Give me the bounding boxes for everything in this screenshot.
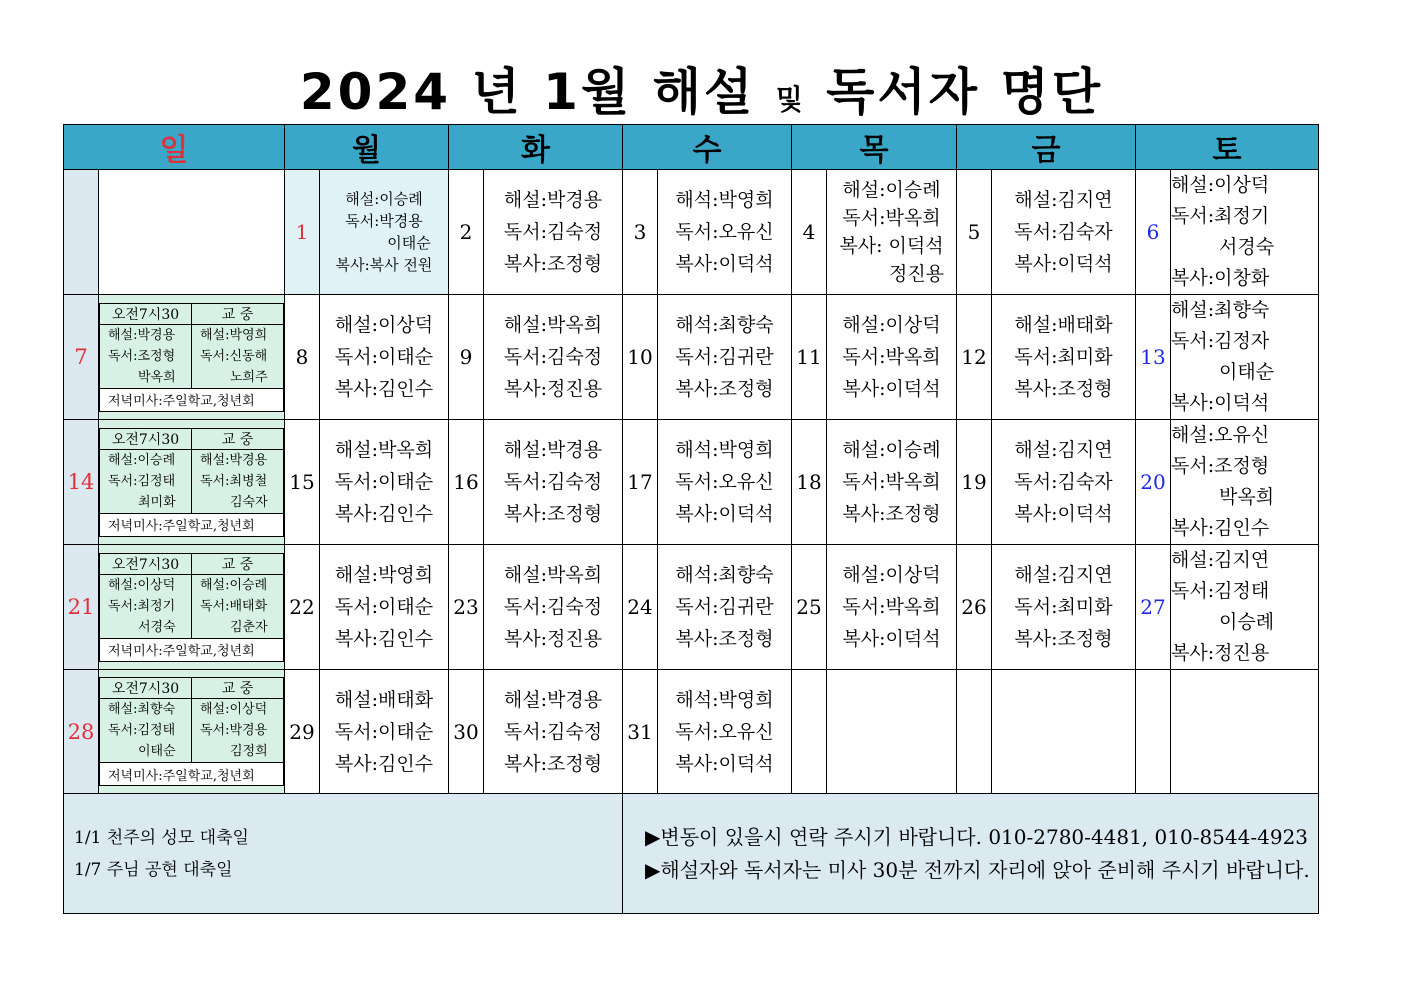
sunday-right: [192, 574, 284, 638]
week-row: [64, 420, 1319, 545]
day-num: 21: [64, 545, 99, 670]
evening-mass-label: 저녁미사:주일학교,청년회: [100, 388, 284, 411]
cell-line: 복사:김인수: [334, 378, 434, 400]
cell-line: 정진용: [888, 263, 945, 285]
cell-line: 복사:이덕석: [1014, 253, 1113, 275]
week-row: [64, 170, 1319, 295]
day-cell: [484, 420, 623, 545]
cell-line: 이태순: [387, 234, 431, 252]
cell-line: 독서:박옥희: [842, 207, 941, 229]
cell-line: 해설:박경용: [108, 327, 176, 343]
day-num: 29: [285, 670, 320, 794]
cell-line: 독서:김정태: [108, 473, 176, 489]
cell-line: 이태순: [138, 744, 176, 759]
sunday-box: [99, 677, 284, 786]
cell-line: 최미화: [138, 494, 176, 510]
cell-line: 서경숙: [138, 619, 176, 635]
cell-line: 해설:이상덕: [1171, 174, 1270, 196]
day-num: 16: [449, 420, 484, 545]
schedule-table: [63, 124, 1319, 914]
feast-note: 1/1 천주의 성모 대축일: [74, 827, 249, 848]
cell-line: 복사:이덕석: [675, 503, 774, 525]
day-num: 7: [64, 295, 99, 420]
day-cell: [827, 295, 957, 420]
header-wed: 수: [623, 125, 792, 170]
day-cell: [827, 545, 957, 670]
cell-line: 복사:이덕석: [1014, 503, 1113, 525]
cell-line: 독서:박경용: [345, 212, 423, 230]
cell-line: 독서:최미화: [1014, 346, 1113, 368]
day-num: 8: [285, 295, 320, 420]
cell-line: 복사:김인수: [1171, 517, 1270, 539]
header-thu: 목: [792, 125, 957, 170]
cell-line: 복사:복사 전원: [335, 256, 433, 274]
feast-note: 1/7 주님 공현 대축일: [74, 859, 233, 880]
day-num: 19: [957, 420, 992, 545]
cell-line: 복사:김인수: [334, 752, 434, 775]
cell-line: 독서:신동해: [200, 348, 268, 364]
cell-line: 해설:이상덕: [108, 577, 176, 593]
header-fri: 금: [957, 125, 1136, 170]
cell-line: 독서:조정형: [108, 348, 176, 364]
cell-line: 해석:박영희: [675, 189, 774, 211]
cell-line: 해설:박영희: [200, 327, 268, 343]
cell-line: 김춘자: [230, 619, 268, 635]
sunday-box: [99, 553, 284, 662]
cell-line: 김숙자: [230, 494, 268, 510]
cell-line: 복사:이덕석: [842, 628, 941, 650]
day-num: 26: [957, 545, 992, 670]
cell-line: 복사:이덕석: [1171, 392, 1270, 414]
sunday-cell: [99, 670, 285, 794]
week-row: [64, 295, 1319, 420]
page-title: [0, 52, 1403, 124]
cell-line: 복사:정진용: [503, 378, 603, 400]
cell-line: 복사:이창화: [1171, 267, 1270, 289]
day-num: 18: [792, 420, 827, 545]
day-num: 13: [1136, 295, 1171, 420]
day-num: 6: [1136, 170, 1171, 295]
contact-notes: [623, 794, 1319, 914]
cell-line: 독서:최정기: [108, 598, 176, 614]
cell-line: 이태순: [1219, 361, 1275, 383]
cell-line: 독서:김정태: [1171, 580, 1270, 602]
cell-line: 복사:김인수: [334, 628, 434, 650]
day-cell: [827, 420, 957, 545]
day-num: 31: [623, 670, 658, 794]
title-part3: 독서자 명단: [826, 63, 1104, 121]
sunday-right: [192, 699, 284, 763]
cell-line: 복사:조정형: [1014, 378, 1113, 400]
title-part1: 2024 년 1월 해설: [299, 63, 756, 121]
evening-mass-label: 저녁미사:주일학교,청년회: [100, 513, 284, 536]
day-cell: [484, 670, 623, 794]
day-num: 25: [792, 545, 827, 670]
day-num: 30: [449, 670, 484, 794]
cell-line: 해설:이승례: [108, 452, 176, 468]
day-cell: [658, 670, 792, 794]
cell-line: 복사:정진용: [503, 628, 603, 650]
empty-day-cell: [1171, 670, 1319, 794]
cell-line: 독서:김정태: [108, 723, 176, 738]
cell-line: 독서:김숙정: [503, 596, 603, 618]
week-row: [64, 670, 1319, 794]
day-cell: [658, 295, 792, 420]
cell-line: 독서:박경용: [200, 723, 268, 738]
day-num: 20: [1136, 420, 1171, 545]
cell-line: 해설:박옥희: [334, 439, 434, 461]
empty-sun-cell: [99, 170, 285, 295]
cell-line: 해설:이승례: [842, 179, 941, 201]
cell-line: 해설:이승례: [842, 439, 941, 461]
cell-line: 독서:김숙자: [1014, 221, 1113, 243]
cell-line: 독서:김숙정: [503, 720, 603, 743]
cell-line: 복사:조정형: [675, 628, 774, 650]
evening-mass-label: 저녁미사:주일학교,청년회: [100, 763, 284, 786]
cell-line: 복사:조정형: [1014, 628, 1113, 650]
cell-line: 복사:조정형: [503, 253, 603, 275]
cell-line: 복사:정진용: [1171, 642, 1270, 664]
cell-line: 복사: 이덕석: [839, 235, 944, 257]
cell-line: 박옥희: [138, 369, 176, 385]
day-cell: [658, 545, 792, 670]
cell-line: 독서:이태순: [334, 471, 434, 493]
cell-line: 독서:김숙정: [503, 221, 603, 243]
day-cell: [484, 545, 623, 670]
sunday-cell: [99, 420, 285, 545]
evening-mass-label: 저녁미사:주일학교,청년회: [100, 638, 284, 661]
cell-line: 해설:최향숙: [108, 702, 176, 717]
cell-line: 해석:박영희: [675, 688, 774, 711]
day-cell: [1171, 545, 1319, 670]
day-num: 3: [623, 170, 658, 295]
day-cell: [827, 170, 957, 295]
day-cell: [992, 420, 1136, 545]
cell-line: 해설:김지연: [1014, 439, 1113, 461]
cell-line: 독서:이태순: [334, 346, 434, 368]
cell-line: 복사:김인수: [334, 503, 434, 525]
reminder-note: ▶해설자와 독서자는 미사 30분 전까지 자리에 앉아 준비해 주시기 바랍니다.: [645, 857, 1310, 882]
day-cell: [320, 670, 449, 794]
day-cell: [484, 170, 623, 295]
day-cell: [992, 295, 1136, 420]
morning-mass-label: 오전7시30: [100, 553, 192, 574]
gyo-label: 교 중: [192, 428, 284, 449]
day-num: 11: [792, 295, 827, 420]
empty-day-cell: [827, 670, 957, 794]
notes-row: [64, 794, 1319, 914]
empty-sun-num: [64, 170, 99, 295]
day-num: 15: [285, 420, 320, 545]
cell-line: 해설:이상덕: [200, 702, 268, 717]
cell-line: 해설:이상덕: [842, 314, 941, 336]
gyo-label: 교 중: [192, 678, 284, 699]
cell-line: 해설:박경용: [503, 688, 603, 711]
cell-line: 서경숙: [1219, 236, 1275, 258]
day-num: 27: [1136, 545, 1171, 670]
cell-line: 해설:박옥희: [503, 314, 603, 336]
day-num: 5: [957, 170, 992, 295]
cell-line: 독서:조정형: [1171, 455, 1270, 477]
morning-mass-label: 오전7시30: [100, 428, 192, 449]
empty-day-num: [1136, 670, 1171, 794]
day-cell: [320, 295, 449, 420]
cell-line: 해석:최향숙: [675, 564, 774, 586]
cell-line: 해설:박옥희: [503, 564, 603, 586]
cell-line: 해설:최향숙: [1171, 299, 1270, 321]
header-sun: 일: [64, 125, 285, 170]
cell-line: 독서:박옥희: [842, 471, 941, 493]
cell-line: 독서:오유신: [675, 720, 774, 743]
day-cell: [320, 170, 449, 295]
cell-line: 독서:이태순: [334, 596, 434, 618]
cell-line: 독서:최미화: [1014, 596, 1113, 618]
cell-line: 독서:이태순: [334, 720, 434, 743]
day-num: 22: [285, 545, 320, 670]
day-num: 2: [449, 170, 484, 295]
day-num: 9: [449, 295, 484, 420]
cell-line: 독서:김숙정: [503, 346, 603, 368]
day-num: 24: [623, 545, 658, 670]
week-row: [64, 545, 1319, 670]
sunday-cell: [99, 295, 285, 420]
cell-line: 독서:박옥희: [842, 596, 941, 618]
day-num: 14: [64, 420, 99, 545]
day-cell: [484, 295, 623, 420]
sunday-cell: [99, 545, 285, 670]
feast-notes: [64, 794, 623, 914]
day-cell: [320, 545, 449, 670]
cell-line: 독서:김숙자: [1014, 471, 1113, 493]
day-cell: [1171, 420, 1319, 545]
cell-line: 박옥희: [1219, 486, 1275, 508]
cell-line: 독서:김귀란: [675, 346, 774, 368]
cell-line: 해설:배태화: [1014, 314, 1113, 336]
cell-line: 복사:이덕석: [842, 378, 941, 400]
cell-line: 해설:김지연: [1014, 564, 1113, 586]
cell-line: 해설:김지연: [1171, 549, 1270, 571]
day-num: 17: [623, 420, 658, 545]
day-cell: [320, 420, 449, 545]
cell-line: 해설:박경용: [503, 439, 603, 461]
cell-line: 독서:박옥희: [842, 346, 941, 368]
contact-note: ▶변동이 있을시 연락 주시기 바랍니다. 010-2780-4481, 010-8544-4923: [645, 824, 1309, 849]
cell-line: 복사:조정형: [675, 378, 774, 400]
day-num: 10: [623, 295, 658, 420]
cell-line: 노희주: [230, 369, 268, 385]
sunday-box: [99, 428, 284, 537]
day-num: 1: [285, 170, 320, 295]
cell-line: 해설:오유신: [1171, 424, 1270, 446]
sunday-right: [192, 324, 284, 388]
day-cell: [1171, 170, 1319, 295]
cell-line: 독서:오유신: [675, 221, 774, 243]
empty-day-num: [957, 670, 992, 794]
day-cell: [1171, 295, 1319, 420]
cell-line: 해설:김지연: [1014, 189, 1113, 211]
gyo-label: 교 중: [192, 553, 284, 574]
title-part2: 및: [775, 83, 806, 116]
header-tue: 화: [449, 125, 623, 170]
empty-day-cell: [992, 670, 1136, 794]
cell-line: 복사:이덕석: [675, 253, 774, 275]
day-cell: [992, 545, 1136, 670]
morning-mass-label: 오전7시30: [100, 678, 192, 699]
sunday-left: [100, 574, 192, 638]
cell-line: 해설:박경용: [503, 189, 603, 211]
cell-line: 독서:김숙정: [503, 471, 603, 493]
cell-line: 복사:이덕석: [675, 752, 774, 775]
cell-line: 해설:배태화: [334, 688, 434, 711]
header-mon: 월: [285, 125, 449, 170]
gyo-label: 교 중: [192, 303, 284, 324]
empty-day-num: [792, 670, 827, 794]
cell-line: 해설:이상덕: [334, 314, 434, 336]
cell-line: 독서:최병철: [200, 473, 268, 489]
header-sat: 토: [1136, 125, 1319, 170]
cell-line: 해설:이상덕: [842, 564, 941, 586]
day-num: 4: [792, 170, 827, 295]
cell-line: 독서:배태화: [200, 598, 268, 614]
sunday-left: [100, 449, 192, 513]
cell-line: 김정희: [230, 744, 268, 759]
cell-line: 복사:조정형: [842, 503, 941, 525]
cell-line: 해설:이승례: [200, 577, 268, 593]
cell-line: 해석:박영희: [675, 439, 774, 461]
cell-line: 해설:이승례: [345, 190, 423, 208]
cell-line: 이승례: [1219, 611, 1275, 633]
cell-line: 해설:박영희: [334, 564, 434, 586]
cell-line: 해설:박경용: [200, 452, 268, 468]
morning-mass-label: 오전7시30: [100, 303, 192, 324]
cell-line: 독서:최정기: [1171, 205, 1270, 227]
sunday-left: [100, 699, 192, 763]
day-num: 28: [64, 670, 99, 794]
day-cell: [658, 420, 792, 545]
cell-line: 복사:조정형: [503, 752, 603, 775]
cell-line: 독서:김귀란: [675, 596, 774, 618]
sunday-left: [100, 324, 192, 388]
cell-line: 독서:오유신: [675, 471, 774, 493]
sunday-right: [192, 449, 284, 513]
header-row: [64, 125, 1319, 170]
day-num: 23: [449, 545, 484, 670]
day-cell: [992, 170, 1136, 295]
day-cell: [658, 170, 792, 295]
cell-line: 해석:최향숙: [675, 314, 774, 336]
cell-line: 복사:조정형: [503, 503, 603, 525]
day-num: 12: [957, 295, 992, 420]
cell-line: 독서:김정자: [1171, 330, 1270, 352]
sunday-box: [99, 303, 284, 412]
